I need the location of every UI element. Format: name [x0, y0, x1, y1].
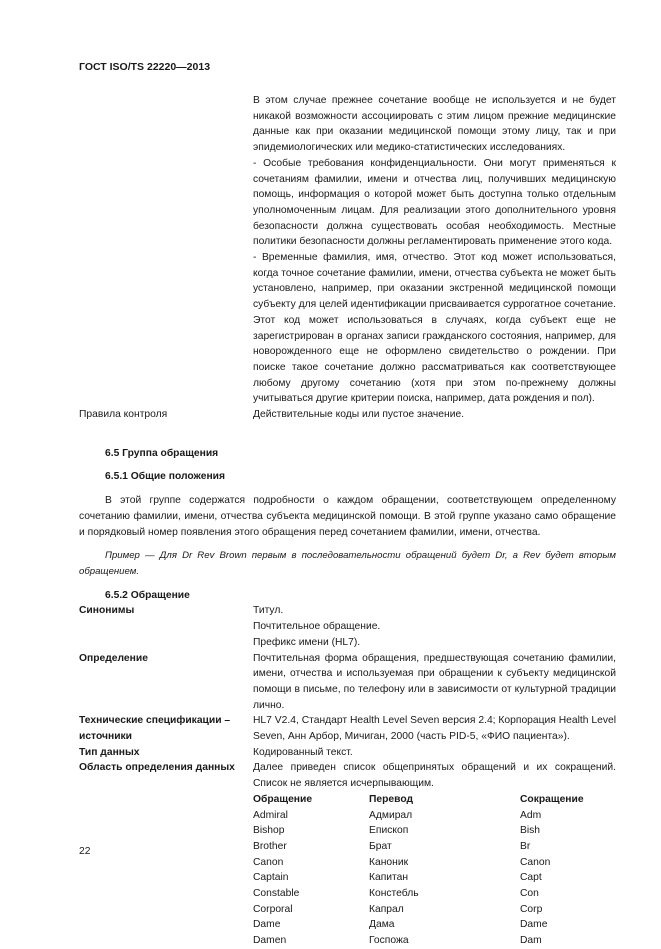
tech-spec-row: [79, 713, 616, 744]
salutation-cell: Dame: [253, 919, 281, 931]
abbreviation-cell: Bish: [520, 825, 541, 837]
table-row: [253, 870, 616, 886]
col-header-salutation: Обращение: [253, 793, 313, 805]
col-header-abbreviation: Сокращение: [520, 793, 584, 805]
tech-spec-term: Технические спецификации –: [79, 715, 231, 727]
abbreviation-cell: Capt: [520, 872, 542, 884]
section-text: В этой группе содержатся подробности о каждом обращении, соответствующем определенному сочетанию фамилии, имени, отчества субъекта медицинской помощи. В этой группе указано само обращение и порядковый номер появления этого обращения перед сочетанием фамилии, имени, отчества.: [79, 495, 616, 538]
table-row: [253, 808, 616, 824]
abbreviation-cell: Adm: [520, 809, 542, 821]
example-note: Пример — Для Dr Rev Brown первым в последовательности обращений будет Dr, а Rev будет вторым обращением.: [79, 550, 616, 577]
definition-term: Определение: [79, 652, 148, 664]
translation-cell: Каноник: [369, 856, 409, 868]
datatype-term: Тип данных: [79, 746, 140, 758]
translation-cell: Госпожа: [369, 935, 409, 947]
translation-cell: Дама: [369, 919, 395, 931]
control-rules-row: [79, 407, 616, 423]
salutation-cell: Bishop: [253, 825, 285, 837]
page-content: [79, 93, 616, 949]
continuation-block: [79, 93, 616, 407]
salutation-cell: Damen: [253, 935, 287, 947]
table-row: [253, 933, 616, 949]
tech-spec-value: HL7 V2.4, Стандарт Health Level Seven версия 2.4; Корпорация Health Level Seven, Анн Арбор, Мичиган, 2000 (часть PID-5, «ФИО пациента»).: [253, 715, 616, 743]
paragraph: - Особые требования конфиденциальности. Они могут применяться к сочетаниям фамилии, имени и отчества лиц, получивших медицинскую помощь, информация о которой может быть доступна только отдельным уполномоченным лицам. Для реализации этого дополнительного уровня безопасности должна существовать особая необходимость. Местные политики безопасности должны регламентировать применение этого кода.: [253, 157, 616, 248]
domain-value: Далее приведен список общепринятых обращений и их сокращений. Список не является исчерпывающим.: [253, 762, 616, 790]
section-heading-6-5-2: 6.5.2 Обращение: [105, 589, 190, 601]
abbreviation-cell: Canon: [520, 856, 551, 868]
salutation-cell: Admiral: [253, 809, 288, 821]
table-row: [253, 917, 616, 933]
translation-cell: Капрал: [369, 903, 404, 915]
table-row: [253, 886, 616, 902]
paragraph: В этом случае прежнее сочетание вообще не используется и не будет никакой возможности ассоциировать с этим лицом прежние медицинские данные как при оказании медицинской помощи этому лицу, так и при эпидемиологических или медико-статистических исследованиях.: [253, 95, 616, 154]
datatype-row: [79, 745, 616, 761]
definition-value: Почтительная форма обращения, предшествующая сочетанию фамилии, имени, отчества и используемая при обращении к субъекту медицинской помощи в письме, по телефону или в зависимости от культурной традиции лично.: [253, 652, 616, 711]
salutation-cell: Corporal: [253, 903, 293, 915]
table-row: [253, 855, 616, 871]
table-row: [253, 902, 616, 918]
control-rules-term: Правила контроля: [79, 409, 168, 421]
table-header-row: [253, 792, 616, 808]
abbreviation-cell: Dame: [520, 919, 548, 931]
tech-spec-term-cont: источники: [79, 731, 133, 743]
abbreviation-cell: Con: [520, 888, 539, 900]
datatype-value: Кодированный текст.: [253, 746, 353, 758]
translation-cell: Капитан: [369, 872, 409, 884]
definition-row: [79, 651, 616, 714]
translation-cell: Брат: [369, 840, 392, 852]
table-row: [253, 823, 616, 839]
translation-cell: Адмирал: [369, 809, 413, 821]
section-heading-6-5: 6.5 Группа обращения: [105, 447, 219, 459]
translation-cell: Констебль: [369, 888, 419, 900]
table-row: [253, 839, 616, 855]
synonyms-row: [79, 603, 616, 650]
salutation-cell: Captain: [253, 872, 289, 884]
salutation-cell: Constable: [253, 888, 300, 900]
section-heading-6-5-1: 6.5.1 Общие положения: [105, 471, 225, 483]
abbreviation-cell: Dam: [520, 935, 542, 947]
synonym: Титул.: [253, 605, 284, 617]
abbreviation-cell: Br: [520, 840, 531, 852]
synonym: Префикс имени (HL7).: [253, 636, 361, 648]
control-rules-value: Действительные коды или пустое значение.: [253, 409, 465, 421]
salutation-cell: Canon: [253, 856, 284, 868]
synonym: Почтительное обращение.: [253, 621, 381, 633]
table-body: [253, 808, 616, 949]
salutation-cell: Brother: [253, 840, 287, 852]
domain-term: Область определения данных: [79, 762, 235, 774]
abbreviation-cell: Corp: [520, 903, 543, 915]
salutation-table: [253, 792, 616, 949]
translation-cell: Епископ: [369, 825, 409, 837]
document-header: ГОСТ ISO/TS 22220—2013: [79, 61, 211, 73]
synonyms-term: Синонимы: [79, 605, 135, 617]
page-number: 22: [79, 846, 91, 857]
col-header-translation: Перевод: [369, 793, 414, 805]
domain-row: [79, 760, 616, 948]
paragraph: - Временные фамилия, имя, отчество. Этот код может использоваться, когда точное сочетание фамилии, имени, отчества субъекта не может быть установлено, например, при оказании экстренной медицинской помощи субъекту для целей идентификации присваивается суррогатное сочетание. Этот код может использоваться в случаях, когда субъект еще не зарегистрирован в органах записи гражданского состояния, например, для новорожденного еще не оформлено свидетельство о рождении. При поиске такое сочетание должно рассматриваться как соответствующее любому другому сочетанию (хотя при этом по-прежнему должны учитываться другие критерии поиска, например, дата рождения и пол).: [253, 252, 616, 405]
